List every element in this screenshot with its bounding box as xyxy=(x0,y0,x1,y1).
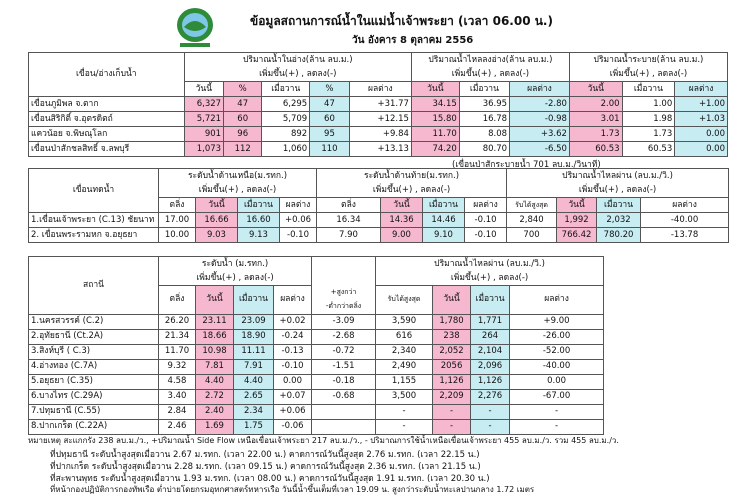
station-name-cell: 6.บางไทร (C.29A) xyxy=(29,389,159,404)
col-today: วันนี้ xyxy=(557,198,597,213)
level-today-cell: 2.40 xyxy=(196,404,234,419)
flow-diff-cell: - xyxy=(510,404,604,419)
upstream-bank-cell: 10.00 xyxy=(159,228,196,243)
inflow-diff-cell: +3.62 xyxy=(510,127,570,142)
dam-name-cell: 2. เขื่อนพระรามหก จ.อยุธยา xyxy=(29,228,159,243)
bank-diff-cell xyxy=(312,419,376,434)
level-bank-cell: 4.58 xyxy=(159,374,196,389)
flow-today-cell: 238 xyxy=(433,329,471,344)
flow-capacity-cell: 3,500 xyxy=(376,389,433,404)
col-level-sub: เพิ่มขึ้น(+) , ลดลง(-) xyxy=(159,271,312,286)
volume-yesterday-cell: 6,295 xyxy=(262,97,310,112)
dam-name-cell: เขื่อนป่าสักชลสิทธิ์ จ.ลพบุรี xyxy=(29,142,185,157)
col-today: วันนี้ xyxy=(569,82,622,97)
col-flow-header: ปริมาณน้ำไหลผ่าน (ลบ.ม./วิ.) xyxy=(507,169,729,184)
col-bank: ตลิ่ง xyxy=(159,198,196,213)
outflow-diff-cell: +1.03 xyxy=(675,112,728,127)
col-diff: ผลต่าง xyxy=(510,82,570,97)
level-bank-cell: 2.84 xyxy=(159,404,196,419)
flow-diff-cell: 0.00 xyxy=(510,374,604,389)
outflow-yesterday-cell: 1.98 xyxy=(622,112,675,127)
col-bank: ตลิ่ง xyxy=(317,198,381,213)
volume-yesterday-cell: 1,060 xyxy=(262,142,310,157)
flow-diff-cell: -67.00 xyxy=(510,389,604,404)
col-diff: ผลต่าง xyxy=(274,286,312,315)
level-diff-cell: +0.02 xyxy=(274,314,312,329)
downstream-diff-cell: -0.10 xyxy=(465,228,507,243)
downstream-today-cell: 14.36 xyxy=(381,213,423,228)
col-today: วันนี้ xyxy=(411,82,459,97)
flow-capacity-cell: 3,590 xyxy=(376,314,433,329)
col-yesterday: เมื่อวาน xyxy=(234,286,274,315)
level-today-cell: 18.66 xyxy=(196,329,234,344)
flow-today-cell: 2,209 xyxy=(433,389,471,404)
remark-line-3: ที่ปากเกร็ด ระดับน้ำสูงสุดเมื่อวาน 2.28 ม.รทก. (เวลา 09.15 น.) คาดการณ์วันนี้สูงสุด 2.36 ม.รทก. (เวลา 21.15 น.) xyxy=(50,462,481,472)
col-today: วันนี้ xyxy=(196,286,234,315)
outflow-today-cell: 1.73 xyxy=(569,127,622,142)
inflow-today-cell: 11.70 xyxy=(411,127,459,142)
flow-yesterday-cell: - xyxy=(471,404,510,419)
flow-yesterday-cell: 2,096 xyxy=(471,359,510,374)
upstream-diff-cell: -0.10 xyxy=(280,228,317,243)
col-volume-header: ปริมาณน้ำในอ่าง(ล้าน ลบ.ม.) xyxy=(184,53,411,68)
table-row xyxy=(29,329,604,344)
station-name-cell: 8.ปากเกร็ด (C.22A) xyxy=(29,419,159,434)
col-outflow-header: ปริมาณน้ำระบาย(ล้าน ลบ.ม.) xyxy=(569,53,727,68)
level-diff-cell: +0.07 xyxy=(274,389,312,404)
flow-yesterday-cell: 1,126 xyxy=(471,374,510,389)
volume-diff-cell: +12.15 xyxy=(349,112,411,127)
volume-pct-yesterday-cell: 60 xyxy=(310,112,349,127)
col-yesterday: เมื่อวาน xyxy=(238,198,280,213)
table-row xyxy=(29,112,728,127)
col-yesterday: เมื่อวาน xyxy=(459,82,509,97)
flow-capacity-cell: 2,840 xyxy=(507,213,557,228)
outflow-yesterday-cell: 1.00 xyxy=(622,97,675,112)
level-today-cell: 4.40 xyxy=(196,374,234,389)
flow-yesterday-cell: 2,104 xyxy=(471,344,510,359)
bank-diff-cell: -3.09 xyxy=(312,314,376,329)
report-date: วัน อังคาร 8 ตุลาคม 2556 xyxy=(352,35,474,46)
station-table xyxy=(28,256,604,435)
dam-name-cell: แควน้อย จ.พิษณุโลก xyxy=(29,127,185,142)
upstream-yesterday-cell: 9.13 xyxy=(238,228,280,243)
station-name-cell: 2.อุทัยธานี (Ct.2A) xyxy=(29,329,159,344)
col-downstream-header: ระดับน้ำด้านท้าย(ม.รทก.) xyxy=(317,169,507,184)
level-diff-cell: -0.13 xyxy=(274,344,312,359)
inflow-yesterday-cell: 8.08 xyxy=(459,127,509,142)
reservoir-table xyxy=(28,52,728,157)
volume-diff-cell: +13.13 xyxy=(349,142,411,157)
level-bank-cell: 21.34 xyxy=(159,329,196,344)
outflow-today-cell: 60.53 xyxy=(569,142,622,157)
col-flow-sub: เพิ่มขึ้น(+) , ลดลง(-) xyxy=(376,271,604,286)
flow-capacity-cell: 616 xyxy=(376,329,433,344)
outflow-diff-cell: +1.00 xyxy=(675,97,728,112)
level-yesterday-cell: 2.34 xyxy=(234,404,274,419)
volume-yesterday-cell: 892 xyxy=(262,127,310,142)
flow-today-cell: 2056 xyxy=(433,359,471,374)
level-today-cell: 7.81 xyxy=(196,359,234,374)
col-dam-header: เขื่อนทดน้ำ xyxy=(29,169,159,213)
volume-pct-cell: 96 xyxy=(224,127,262,142)
volume-diff-cell: +31.77 xyxy=(349,97,411,112)
col-yesterday: เมื่อวาน xyxy=(471,286,510,315)
flow-diff-cell: -26.00 xyxy=(510,329,604,344)
level-today-cell: 23.11 xyxy=(196,314,234,329)
col-bank-diff: +สูงกว่า xyxy=(312,286,376,300)
remark-line-1: หมายเหตุ สะแกกรัง 238 ลบ.ม./ว., +ปริมาณน้ำ Side Flow เหนือเขื่อนเจ้าพระยา 217 ลบ.ม./ว., - ปริมาณการใช้น้ำเหนือเขื่อนเจ้าพระยา 455 ลบ.ม./ว. รวม 455 ลบ.ม./ว. xyxy=(28,436,619,445)
flow-yesterday-cell: 1,771 xyxy=(471,314,510,329)
inflow-diff-cell: -6.50 xyxy=(510,142,570,157)
volume-today-cell: 6,327 xyxy=(184,97,223,112)
level-today-cell: 2.72 xyxy=(196,389,234,404)
inflow-today-cell: 34.15 xyxy=(411,97,459,112)
royal-irrigation-logo-icon xyxy=(172,5,218,49)
volume-diff-cell: +9.84 xyxy=(349,127,411,142)
table-row xyxy=(29,389,604,404)
col-yesterday: เมื่อวาน xyxy=(597,198,641,213)
station-name-cell: 1.นครสวรรค์ (C.2) xyxy=(29,314,159,329)
level-yesterday-cell: 18.90 xyxy=(234,329,274,344)
level-diff-cell: -0.10 xyxy=(274,359,312,374)
station-name-cell: 3.สิงห์บุรี ( C.3) xyxy=(29,344,159,359)
flow-today-cell: 1,992 xyxy=(557,213,597,228)
level-today-cell: 10.98 xyxy=(196,344,234,359)
col-downstream-sub: เพิ่มขึ้น(+) , ลดลง(-) xyxy=(317,183,507,198)
col-upstream-sub: เพิ่มขึ้น(+) , ลดลง(-) xyxy=(159,183,317,198)
volume-pct-cell: 60 xyxy=(224,112,262,127)
col-station-header: สถานี xyxy=(29,257,159,315)
level-diff-cell: -0.06 xyxy=(274,419,312,434)
col-volume-sub: เพิ่มขึ้น(+) , ลดลง(-) xyxy=(184,67,411,82)
col-diff: ผลต่าง xyxy=(675,82,728,97)
bank-diff-cell xyxy=(312,404,376,419)
outflow-diff-cell: 0.00 xyxy=(675,142,728,157)
level-yesterday-cell: 23.09 xyxy=(234,314,274,329)
report-header xyxy=(0,0,750,48)
dam-name-cell: 1.เขื่อนเจ้าพระยา (C.13) ชัยนาท xyxy=(29,213,159,228)
level-bank-cell: 26.20 xyxy=(159,314,196,329)
col-capacity: รับได้สูงสุด xyxy=(507,198,557,213)
flow-today-cell: - xyxy=(433,419,471,434)
table-row xyxy=(29,344,604,359)
col-bank: ตลิ่ง xyxy=(159,286,196,315)
level-diff-cell: 0.00 xyxy=(274,374,312,389)
level-yesterday-cell: 4.40 xyxy=(234,374,274,389)
table-row xyxy=(29,314,604,329)
flow-capacity-cell: - xyxy=(376,419,433,434)
upstream-today-cell: 16.66 xyxy=(196,213,238,228)
flow-capacity-cell: 2,490 xyxy=(376,359,433,374)
volume-pct-yesterday-cell: 95 xyxy=(310,127,349,142)
diversion-dam-table xyxy=(28,168,729,243)
level-yesterday-cell: 2.65 xyxy=(234,389,274,404)
flow-today-cell: - xyxy=(433,404,471,419)
downstream-diff-cell: -0.10 xyxy=(465,213,507,228)
flow-capacity-cell: 1,155 xyxy=(376,374,433,389)
bank-diff-cell: -0.68 xyxy=(312,389,376,404)
upstream-diff-cell: +0.06 xyxy=(280,213,317,228)
outflow-diff-cell: 0.00 xyxy=(675,127,728,142)
col-inflow-sub: เพิ่มขึ้น(+) , ลดลง(-) xyxy=(411,67,569,82)
inflow-diff-cell: -2.80 xyxy=(510,97,570,112)
col-level-header: ระดับน้ำ (ม.รทก.) xyxy=(159,257,312,272)
remark-line-5: ที่หน้ากองปฏิบัติการกองทัพเรือ ต่ำบ่ายโดยกรมอุทกศาสตร์ทหารเรือ วันนี้น้ำขึ้นเต็มที่เวลา 19.09 น. สูงกว่าระดับน้ำทะเลปานกลาง 1.72 เมตร xyxy=(50,485,535,494)
flow-diff-cell: +9.00 xyxy=(510,314,604,329)
inflow-today-cell: 15.80 xyxy=(411,112,459,127)
level-diff-cell: +0.06 xyxy=(274,404,312,419)
outflow-today-cell: 2.00 xyxy=(569,97,622,112)
col-diff: ผลต่าง xyxy=(349,82,411,97)
table-row xyxy=(29,213,729,228)
level-bank-cell: 9.32 xyxy=(159,359,196,374)
downstream-yesterday-cell: 9.10 xyxy=(423,228,465,243)
table-row xyxy=(29,374,604,389)
col-inflow-header: ปริมาณน้ำไหลลงอ่าง(ล้าน ลบ.ม.) xyxy=(411,53,569,68)
bank-diff-cell: -2.68 xyxy=(312,329,376,344)
table-row xyxy=(29,359,604,374)
level-yesterday-cell: 11.11 xyxy=(234,344,274,359)
dam-name-cell: เขื่อนสิริกิติ์ จ.อุตรดิตถ์ xyxy=(29,112,185,127)
volume-yesterday-cell: 5,709 xyxy=(262,112,310,127)
volume-pct-cell: 47 xyxy=(224,97,262,112)
upstream-today-cell: 9.03 xyxy=(196,228,238,243)
col-flow-header: ปริมาณน้ำไหลผ่าน (ลบ.ม./วิ.) xyxy=(376,257,604,272)
level-bank-cell: 3.40 xyxy=(159,389,196,404)
col-diff: ผลต่าง xyxy=(465,198,507,213)
level-today-cell: 1.69 xyxy=(196,419,234,434)
table-row xyxy=(29,404,604,419)
bank-diff-cell: -1.51 xyxy=(312,359,376,374)
col-upstream-header: ระดับน้ำด้านเหนือ(ม.รทก.) xyxy=(159,169,317,184)
volume-today-cell: 1,073 xyxy=(184,142,223,157)
volume-pct-cell: 112 xyxy=(224,142,262,157)
flow-diff-cell: -52.00 xyxy=(510,344,604,359)
remark-line-2: ที่ปทุมธานี ระดับน้ำสูงสุดเมื่อวาน 2.67 ม.รทก. (เวลา 22.00 น.) คาดการณ์วันนี้สูงสุด 2.76 ม.รทก. (เวลา 22.15 น.) xyxy=(50,450,480,460)
col-flow-sub: เพิ่มขึ้น(+) , ลดลง(-) xyxy=(507,183,729,198)
flow-today-cell: 1,126 xyxy=(433,374,471,389)
outflow-yesterday-cell: 60.53 xyxy=(622,142,675,157)
col-pct: % xyxy=(224,82,262,97)
flow-diff-cell: - xyxy=(510,419,604,434)
inflow-today-cell: 74.20 xyxy=(411,142,459,157)
flow-capacity-cell: - xyxy=(376,404,433,419)
station-name-cell: 7.ปทุมธานี (C.55) xyxy=(29,404,159,419)
table-row xyxy=(29,228,729,243)
pasak-release-note: (เขื่อนป่าสักระบายน้ำ 701 ลบ.ม./วินาที) xyxy=(452,160,601,170)
flow-yesterday-cell: 2,276 xyxy=(471,389,510,404)
col-yesterday: เมื่อวาน xyxy=(262,82,310,97)
col-capacity: รับได้สูงสุด xyxy=(376,286,433,315)
page-title: ข้อมูลสถานการณ์น้ำในแม่น้ำเจ้าพระยา (เวลา 06.00 น.) xyxy=(250,14,553,28)
flow-yesterday-cell: 2,032 xyxy=(597,213,641,228)
bank-diff-cell: -0.72 xyxy=(312,344,376,359)
col-diff: ผลต่าง xyxy=(641,198,729,213)
col-today: วันนี้ xyxy=(381,198,423,213)
downstream-yesterday-cell: 14.46 xyxy=(423,213,465,228)
col-dam-header: เขื่อน/อ่างเก็บน้ำ xyxy=(29,53,185,97)
col-today: วันนี้ xyxy=(433,286,471,315)
flow-yesterday-cell: - xyxy=(471,419,510,434)
dam-name-cell: เขื่อนภูมิพล จ.ตาก xyxy=(29,97,185,112)
remark-line-4: ที่สะพานพุทธ ระดับน้ำสูงสุดเมื่อวาน 1.93 ม.รทก. (เวลา 08.00 น.) คาดการณ์วันนี้สูงสุด 1.91 ม.รทก. (เวลา 20.30 น.) xyxy=(50,474,490,484)
table-row xyxy=(29,97,728,112)
table-row xyxy=(29,419,604,434)
col-diff: ผลต่าง xyxy=(280,198,317,213)
flow-today-cell: 1,780 xyxy=(433,314,471,329)
bank-diff-cell: -0.18 xyxy=(312,374,376,389)
col-outflow-sub: เพิ่มขึ้น(+) , ลดลง(-) xyxy=(569,67,727,82)
volume-pct-yesterday-cell: 47 xyxy=(310,97,349,112)
col-today: วันนี้ xyxy=(184,82,223,97)
station-name-cell: 5.อยุธยา (C.35) xyxy=(29,374,159,389)
flow-diff-cell: -13.78 xyxy=(641,228,729,243)
level-diff-cell: -0.24 xyxy=(274,329,312,344)
downstream-bank-cell: 7.90 xyxy=(317,228,381,243)
station-name-cell: 4.อ่างทอง (C.7A) xyxy=(29,359,159,374)
flow-today-cell: 766.42 xyxy=(557,228,597,243)
col-yesterday: เมื่อวาน xyxy=(622,82,675,97)
flow-today-cell: 2,052 xyxy=(433,344,471,359)
level-bank-cell: 2.46 xyxy=(159,419,196,434)
level-bank-cell: 11.70 xyxy=(159,344,196,359)
level-yesterday-cell: 1.75 xyxy=(234,419,274,434)
col-diff: ผลต่าง xyxy=(510,286,604,315)
outflow-yesterday-cell: 1.73 xyxy=(622,127,675,142)
flow-yesterday-cell: 780.20 xyxy=(597,228,641,243)
col-today: วันนี้ xyxy=(196,198,238,213)
downstream-today-cell: 9.00 xyxy=(381,228,423,243)
flow-capacity-cell: 2,340 xyxy=(376,344,433,359)
inflow-diff-cell: -0.98 xyxy=(510,112,570,127)
table-row xyxy=(29,142,728,157)
volume-today-cell: 901 xyxy=(184,127,223,142)
inflow-yesterday-cell: 16.78 xyxy=(459,112,509,127)
flow-diff-cell: -40.00 xyxy=(510,359,604,374)
col-yesterday: เมื่อวาน xyxy=(423,198,465,213)
flow-capacity-cell: 700 xyxy=(507,228,557,243)
level-yesterday-cell: 7.91 xyxy=(234,359,274,374)
col-pct: % xyxy=(310,82,349,97)
flow-yesterday-cell: 264 xyxy=(471,329,510,344)
inflow-yesterday-cell: 36.95 xyxy=(459,97,509,112)
volume-today-cell: 5,721 xyxy=(184,112,223,127)
upstream-yesterday-cell: 16.60 xyxy=(238,213,280,228)
upstream-bank-cell: 17.00 xyxy=(159,213,196,228)
table-row xyxy=(29,127,728,142)
downstream-bank-cell: 16.34 xyxy=(317,213,381,228)
volume-pct-yesterday-cell: 110 xyxy=(310,142,349,157)
flow-diff-cell: -40.00 xyxy=(641,213,729,228)
inflow-yesterday-cell: 80.70 xyxy=(459,142,509,157)
outflow-today-cell: 3.01 xyxy=(569,112,622,127)
col-bank-diff-2: -ต่ำกว่าตลิ่ง xyxy=(312,300,376,315)
